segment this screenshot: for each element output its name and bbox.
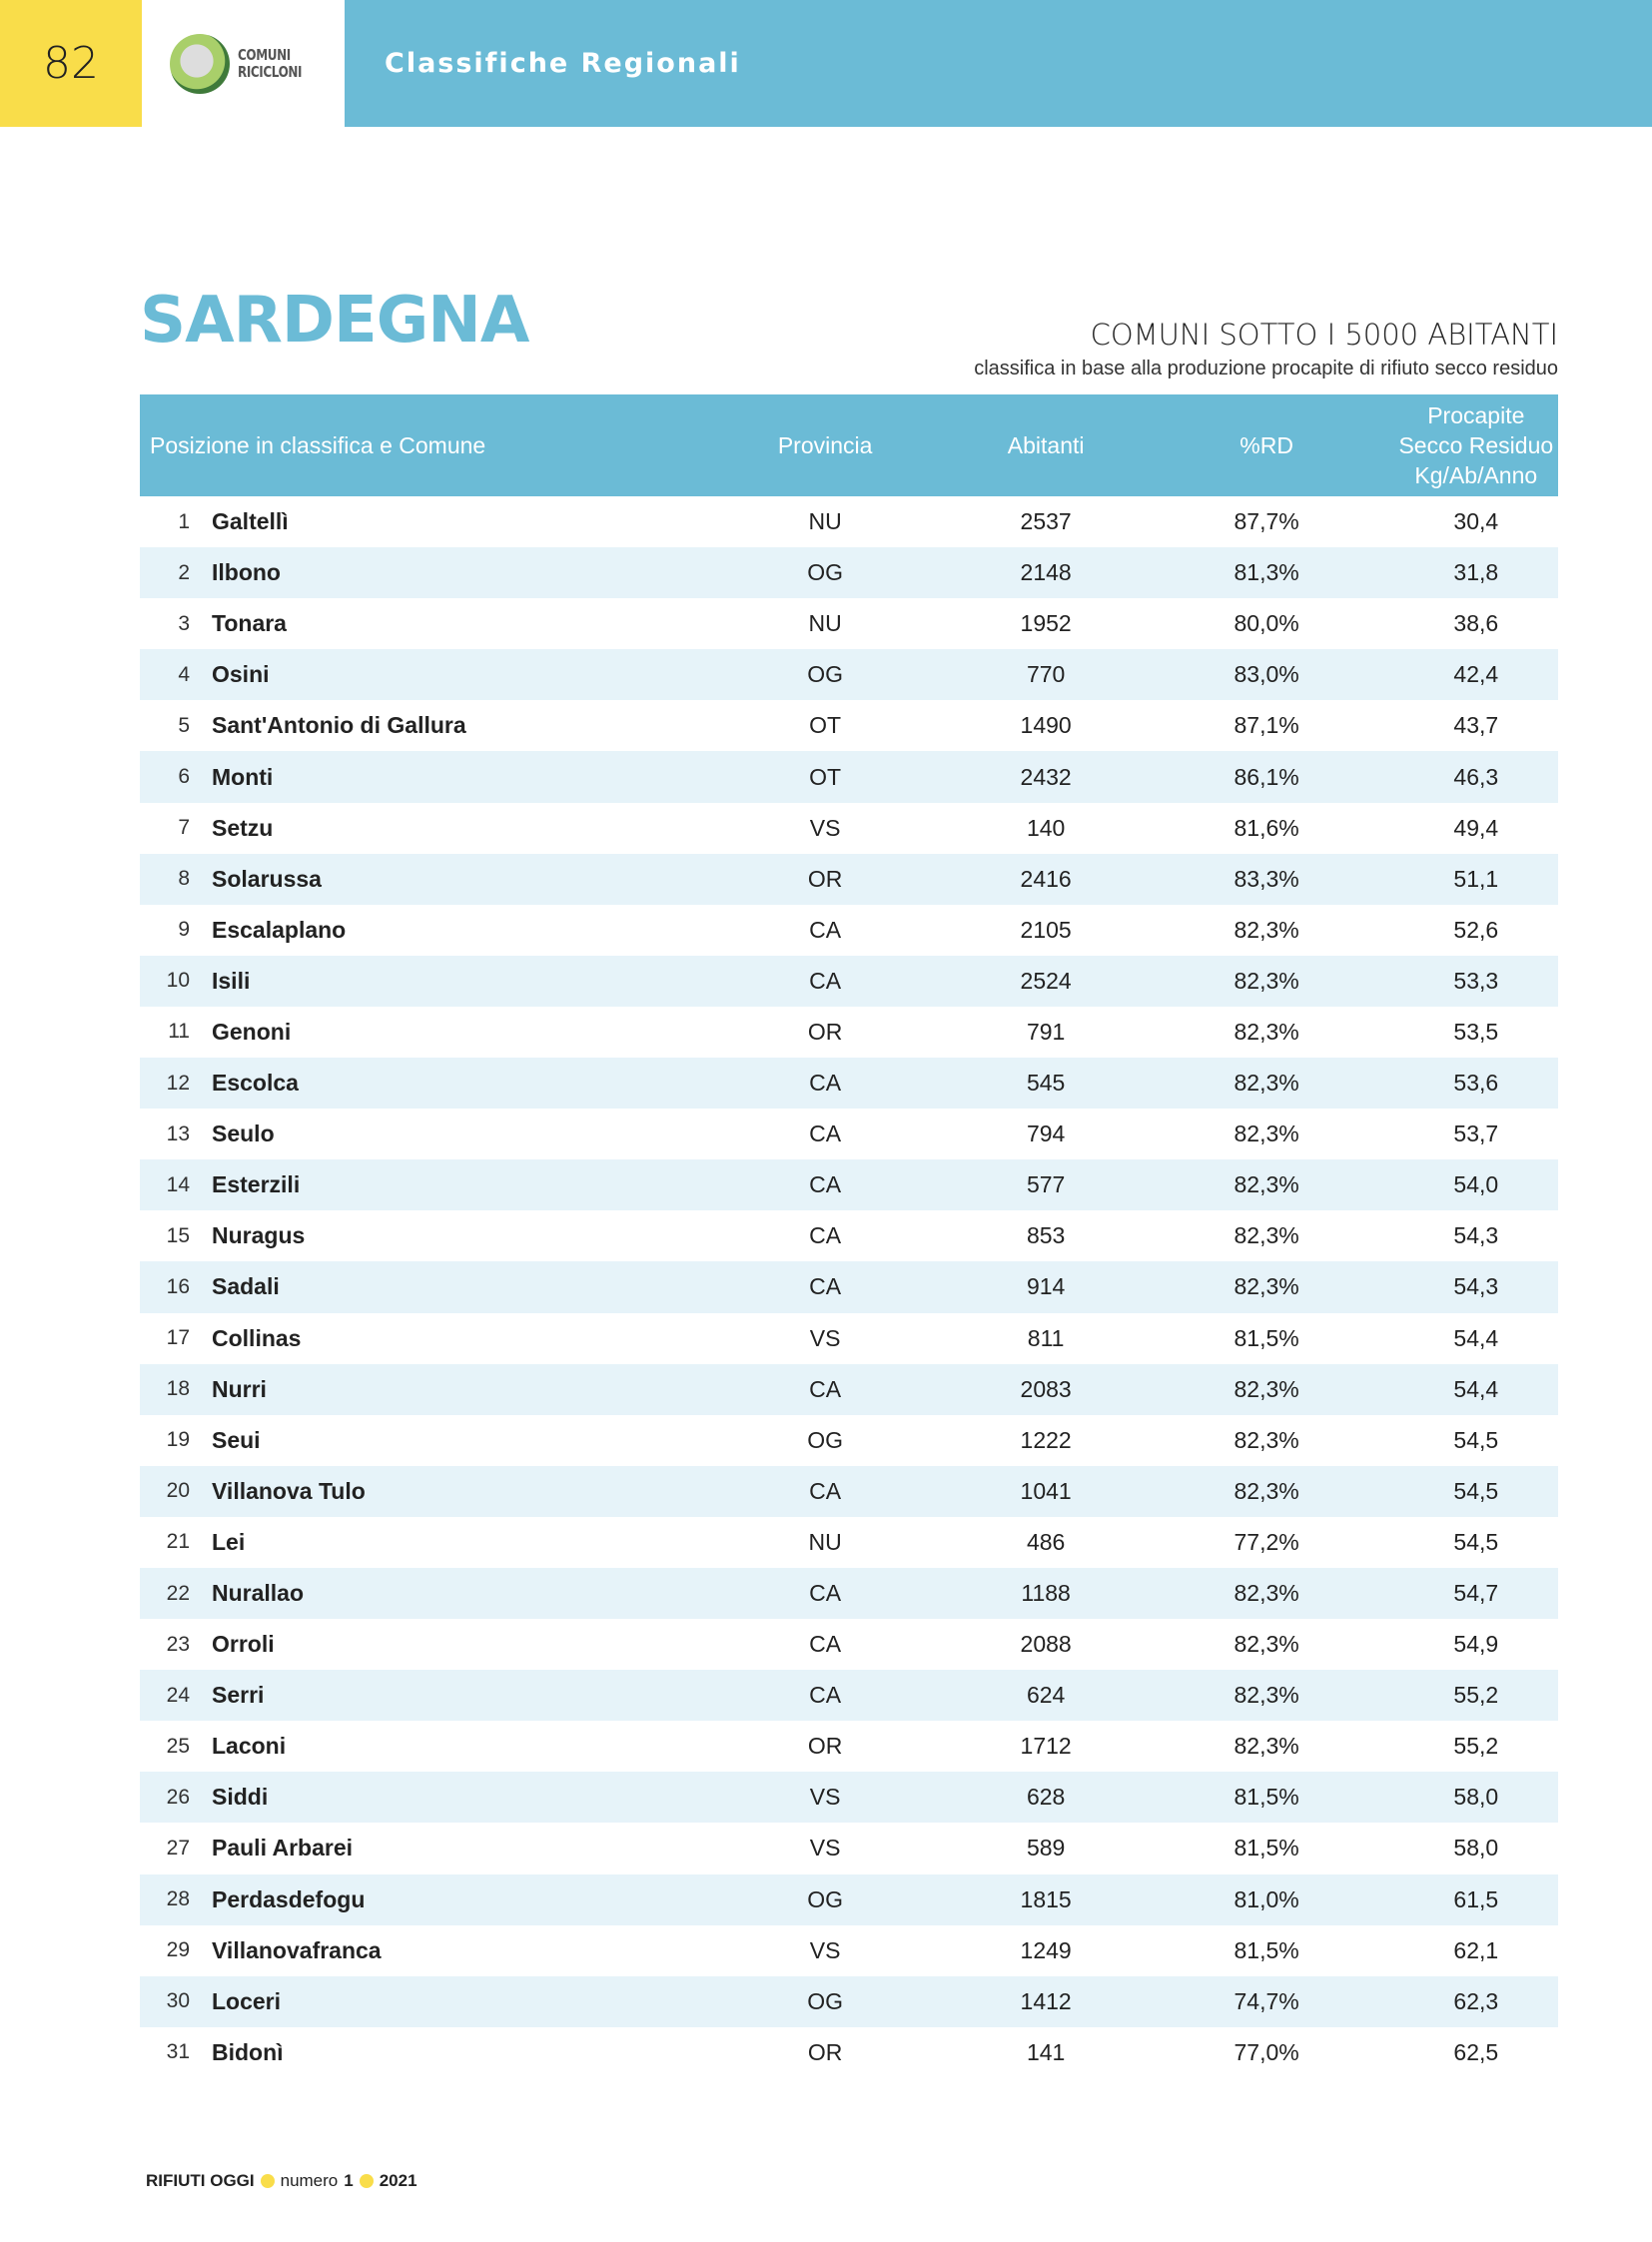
cell-rd-percent: 82,3% (1140, 1568, 1394, 1619)
cell-abitanti: 791 (1026, 1018, 1066, 1045)
cell-procapite: 54,5 (1453, 1528, 1499, 1555)
cell-comune: Seui (212, 1426, 261, 1453)
cell-provincia: OG (698, 1976, 953, 2027)
cell-rank: 21 (166, 1530, 190, 1554)
cell-abitanti: 545 (953, 1058, 1140, 1109)
table-row (140, 649, 1558, 700)
cell-rd-percent: 81,5% (1234, 1324, 1299, 1351)
table-row (140, 1823, 1558, 1873)
cell-procapite: 54,5 (1394, 1466, 1558, 1517)
table-row (140, 1159, 1558, 1210)
cell-rank: 7 (178, 816, 190, 840)
cell-abitanti: 770 (953, 649, 1140, 700)
dot-icon (261, 2174, 275, 2188)
table-header (140, 394, 1558, 496)
issue-year: 2021 (379, 2171, 417, 2190)
cell-rd-percent: 80,0% (1234, 610, 1299, 637)
logo-line1: COMUNI (238, 45, 291, 64)
table-row (140, 1772, 1558, 1823)
cell-provincia: OG (698, 649, 953, 700)
cell-rd-percent: 81,5% (1140, 1772, 1394, 1823)
cell-rank: 10 (140, 956, 212, 1007)
cell-comune: Bidonì (212, 2038, 284, 2065)
cell-abitanti: 140 (1026, 814, 1066, 841)
cell-rank: 25 (166, 1734, 190, 1758)
cell-rd-percent: 82,3% (1140, 956, 1394, 1007)
col-comune: Posizione in classifica e Comune (140, 394, 698, 496)
cell-procapite: 30,4 (1453, 508, 1499, 535)
col-rd: %RD (1140, 394, 1394, 496)
cell-rank: 28 (140, 1874, 212, 1925)
cell-procapite: 46,3 (1394, 751, 1558, 802)
cell-abitanti: 577 (953, 1159, 1140, 1210)
cell-provincia: CA (809, 916, 842, 943)
cell-rank: 3 (178, 611, 190, 635)
table-subnote: classifica in base alla produzione procapite di rifiuto secco residuo (974, 358, 1558, 379)
cell-procapite: 54,5 (1453, 1426, 1499, 1453)
cell-procapite: 54,3 (1453, 1222, 1499, 1249)
cell-comune: Osini (212, 649, 698, 700)
cell-procapite: 53,3 (1394, 956, 1558, 1007)
cell-provincia: VS (809, 814, 841, 841)
dot-icon (360, 2174, 374, 2188)
cell-rd-percent: 87,7% (1234, 508, 1299, 535)
cell-comune: Escalaplano (212, 916, 347, 943)
table-row (140, 1007, 1558, 1058)
cell-procapite: 54,0 (1394, 1159, 1558, 1210)
cell-comune: Perdasdefogu (212, 1874, 698, 1925)
col-provincia: Provincia (698, 394, 953, 496)
table-row (140, 956, 1558, 1007)
cell-rank: 8 (140, 854, 212, 905)
cell-comune: Sant'Antonio di Gallura (212, 712, 466, 739)
cell-provincia: NU (808, 610, 842, 637)
cell-provincia: OR (698, 854, 953, 905)
cell-comune: Serri (212, 1670, 698, 1721)
cell-rank: 6 (140, 751, 212, 802)
cell-provincia: NU (808, 508, 842, 535)
cell-procapite: 62,3 (1394, 1976, 1558, 2027)
cell-comune: Pauli Arbarei (212, 1835, 354, 1862)
cell-rank: 17 (166, 1326, 190, 1350)
cell-rd-percent: 82,3% (1140, 1261, 1394, 1312)
cell-provincia: OR (807, 1733, 843, 1760)
cell-procapite: 43,7 (1453, 712, 1499, 739)
cell-rd-percent: 77,2% (1234, 1528, 1299, 1555)
cell-rank: 11 (168, 1020, 190, 1044)
issue-label: numero (280, 2171, 339, 2190)
table-row (140, 1466, 1558, 1517)
cell-procapite: 52,6 (1453, 916, 1499, 943)
table-row (140, 854, 1558, 905)
cell-comune: Siddi (212, 1772, 698, 1823)
cell-provincia: CA (809, 1121, 842, 1147)
cell-procapite: 54,3 (1394, 1261, 1558, 1312)
cell-procapite: 53,5 (1453, 1018, 1499, 1045)
cell-rank: 29 (166, 1938, 190, 1962)
region-title: SARDEGNA (140, 284, 529, 358)
cell-rd-percent: 82,3% (1140, 1670, 1394, 1721)
cell-provincia: CA (698, 1261, 953, 1312)
cell-rd-percent: 87,1% (1234, 712, 1299, 739)
logo (142, 0, 345, 127)
cell-procapite: 31,8 (1394, 547, 1558, 598)
table-row (140, 496, 1558, 547)
page-number: 82 (0, 0, 142, 127)
cell-provincia: CA (698, 1670, 953, 1721)
table-row (140, 1364, 1558, 1415)
cell-procapite: 42,4 (1394, 649, 1558, 700)
cell-procapite: 53,6 (1394, 1058, 1558, 1109)
cell-rd-percent: 81,6% (1234, 814, 1299, 841)
cell-comune: Nurri (212, 1364, 698, 1415)
cell-comune: Seulo (212, 1121, 275, 1147)
cell-provincia: CA (809, 1631, 842, 1658)
cell-abitanti: 2088 (1020, 1631, 1072, 1658)
cell-comune: Ilbono (212, 547, 698, 598)
cell-provincia: VS (698, 1772, 953, 1823)
cell-rank: 19 (166, 1428, 190, 1452)
cell-abitanti: 1712 (1020, 1733, 1072, 1760)
cell-rank: 18 (140, 1364, 212, 1415)
table-row (140, 547, 1558, 598)
cell-comune: Galtellì (212, 508, 289, 535)
cell-abitanti: 2416 (953, 854, 1140, 905)
recycle-globe-icon (170, 34, 230, 94)
cell-procapite: 49,4 (1453, 814, 1499, 841)
cell-rank: 30 (140, 1976, 212, 2027)
cell-comune: Nuragus (212, 1222, 306, 1249)
cell-provincia: VS (809, 1936, 841, 1963)
cell-abitanti: 589 (1026, 1835, 1066, 1862)
cell-rank: 16 (140, 1261, 212, 1312)
table-row (140, 1874, 1558, 1925)
table-row (140, 803, 1558, 854)
cell-procapite: 58,0 (1453, 1835, 1499, 1862)
col-procapite-line3: Kg/Ab/Anno (1414, 462, 1538, 488)
cell-rd-percent: 82,3% (1234, 1733, 1299, 1760)
cell-abitanti: 2148 (953, 547, 1140, 598)
logo-line2: RICICLONI (238, 62, 303, 81)
table-row (140, 2027, 1558, 2078)
cell-provincia: CA (698, 1466, 953, 1517)
cell-comune: Esterzili (212, 1159, 698, 1210)
cell-comune: Solarussa (212, 854, 698, 905)
cell-rd-percent: 82,3% (1140, 1058, 1394, 1109)
cell-abitanti: 141 (1026, 2038, 1066, 2065)
cell-rd-percent: 82,3% (1140, 1159, 1394, 1210)
cell-rank: 4 (140, 649, 212, 700)
cell-comune: Villanova Tulo (212, 1466, 698, 1517)
cell-procapite: 54,9 (1453, 1631, 1499, 1658)
table-row (140, 598, 1558, 649)
cell-rd-percent: 81,5% (1234, 1835, 1299, 1862)
cell-abitanti: 1815 (953, 1874, 1140, 1925)
cell-comune: Laconi (212, 1733, 287, 1760)
cell-abitanti: 1952 (1020, 610, 1072, 637)
cell-rank: 27 (166, 1836, 190, 1860)
cell-comune: Villanovafranca (212, 1936, 382, 1963)
cell-rd-percent: 81,0% (1140, 1874, 1394, 1925)
cell-comune: Setzu (212, 814, 274, 841)
cell-comune: Loceri (212, 1976, 698, 2027)
cell-rd-percent: 82,3% (1140, 1364, 1394, 1415)
cell-rd-percent: 82,3% (1234, 1018, 1299, 1045)
cell-abitanti: 628 (953, 1772, 1140, 1823)
cell-provincia: VS (809, 1324, 841, 1351)
cell-rd-percent: 82,3% (1234, 916, 1299, 943)
cell-provincia: CA (698, 956, 953, 1007)
cell-rank: 24 (140, 1670, 212, 1721)
table-row (140, 1313, 1558, 1364)
cell-rank: 20 (140, 1466, 212, 1517)
publication-name: RIFIUTI OGGI (146, 2171, 255, 2190)
cell-procapite: 51,1 (1394, 854, 1558, 905)
table-row (140, 1721, 1558, 1772)
col-procapite-line2: Secco Residuo (1398, 432, 1554, 458)
cell-procapite: 58,0 (1394, 1772, 1558, 1823)
cell-abitanti: 2083 (953, 1364, 1140, 1415)
cell-rd-percent: 86,1% (1140, 751, 1394, 802)
cell-abitanti: 1041 (953, 1466, 1140, 1517)
cell-abitanti: 2105 (1020, 916, 1072, 943)
table-row (140, 1925, 1558, 1976)
top-bar (0, 0, 1652, 127)
table-row (140, 1058, 1558, 1109)
cell-provincia: OR (807, 2038, 843, 2065)
cell-rd-percent: 83,3% (1140, 854, 1394, 905)
cell-rd-percent: 82,3% (1140, 1466, 1394, 1517)
cell-provincia: CA (698, 1058, 953, 1109)
cell-provincia: OR (807, 1018, 843, 1045)
cell-comune: Collinas (212, 1324, 302, 1351)
cell-abitanti: 2432 (953, 751, 1140, 802)
issue-number: 1 (344, 2171, 354, 2190)
cell-abitanti: 1490 (1020, 712, 1072, 739)
cell-abitanti: 914 (953, 1261, 1140, 1312)
col-procapite-line1: Procapite (1427, 402, 1525, 428)
cell-comune: Monti (212, 751, 698, 802)
cell-provincia: NU (808, 1528, 842, 1555)
cell-rank: 14 (140, 1159, 212, 1210)
cell-abitanti: 2524 (953, 956, 1140, 1007)
table-row (140, 1670, 1558, 1721)
table-row (140, 1415, 1558, 1466)
cell-abitanti: 794 (1026, 1121, 1066, 1147)
cell-provincia: OG (698, 1874, 953, 1925)
cell-provincia: OT (698, 751, 953, 802)
cell-comune: Escolca (212, 1058, 698, 1109)
cell-procapite: 54,4 (1394, 1364, 1558, 1415)
cell-procapite: 61,5 (1394, 1874, 1558, 1925)
cell-provincia: CA (698, 1159, 953, 1210)
cell-rd-percent: 82,3% (1234, 1222, 1299, 1249)
table-row (140, 751, 1558, 802)
cell-abitanti: 853 (1026, 1222, 1066, 1249)
cell-comune: Sadali (212, 1261, 698, 1312)
table-row (140, 1517, 1558, 1568)
cell-provincia: OG (807, 1426, 844, 1453)
section-title: Classifiche Regionali (345, 0, 1652, 127)
cell-procapite: 54,4 (1453, 1324, 1499, 1351)
cell-rd-percent: 82,3% (1234, 1121, 1299, 1147)
cell-rd-percent: 74,7% (1140, 1976, 1394, 2027)
cell-procapite: 62,5 (1453, 2038, 1499, 2065)
table-subtitle: COMUNI SOTTO I 5000 ABITANTI (1090, 318, 1558, 352)
cell-rank: 1 (178, 509, 190, 533)
table-row (140, 700, 1558, 751)
cell-provincia: CA (809, 1222, 842, 1249)
cell-abitanti: 486 (1026, 1528, 1066, 1555)
cell-procapite: 55,2 (1453, 1733, 1499, 1760)
table-row (140, 1976, 1558, 2027)
cell-comune: Isili (212, 956, 698, 1007)
footer (146, 2171, 417, 2191)
cell-rank: 23 (166, 1632, 190, 1656)
table-row (140, 1568, 1558, 1619)
table-row (140, 1210, 1558, 1261)
table-row (140, 1619, 1558, 1670)
cell-provincia: VS (809, 1835, 841, 1862)
table-row (140, 905, 1558, 956)
cell-provincia: OG (698, 547, 953, 598)
ranking-table (140, 394, 1558, 2078)
cell-comune: Nurallao (212, 1568, 698, 1619)
cell-comune: Orroli (212, 1631, 275, 1658)
cell-abitanti: 624 (953, 1670, 1140, 1721)
cell-rank: 26 (140, 1772, 212, 1823)
cell-provincia: CA (698, 1364, 953, 1415)
cell-procapite: 54,7 (1394, 1568, 1558, 1619)
cell-abitanti: 1222 (1020, 1426, 1072, 1453)
cell-comune: Genoni (212, 1018, 292, 1045)
table-row (140, 1261, 1558, 1312)
cell-comune: Lei (212, 1528, 246, 1555)
cell-comune: Tonara (212, 610, 287, 637)
cell-abitanti: 1412 (953, 1976, 1140, 2027)
cell-rank: 12 (140, 1058, 212, 1109)
cell-rank: 2 (140, 547, 212, 598)
cell-rd-percent: 81,5% (1234, 1936, 1299, 1963)
cell-rank: 22 (140, 1568, 212, 1619)
cell-abitanti: 1249 (1020, 1936, 1072, 1963)
cell-rd-percent: 77,0% (1234, 2038, 1299, 2065)
cell-rd-percent: 83,0% (1140, 649, 1394, 700)
cell-procapite: 62,1 (1453, 1936, 1499, 1963)
cell-provincia: OT (809, 712, 842, 739)
cell-provincia: CA (698, 1568, 953, 1619)
cell-abitanti: 2537 (1020, 508, 1072, 535)
cell-rank: 5 (178, 713, 190, 737)
cell-rd-percent: 82,3% (1234, 1426, 1299, 1453)
cell-procapite: 53,7 (1453, 1121, 1499, 1147)
cell-rank: 31 (166, 2040, 190, 2064)
cell-abitanti: 811 (1027, 1324, 1065, 1351)
cell-rd-percent: 81,3% (1140, 547, 1394, 598)
cell-rank: 15 (166, 1223, 190, 1247)
cell-procapite: 38,6 (1453, 610, 1499, 637)
cell-rank: 9 (178, 918, 190, 942)
cell-rd-percent: 82,3% (1234, 1631, 1299, 1658)
cell-rank: 13 (166, 1121, 190, 1145)
cell-procapite: 55,2 (1394, 1670, 1558, 1721)
table-row (140, 1109, 1558, 1159)
col-abitanti: Abitanti (953, 394, 1140, 496)
col-procapite (1394, 394, 1558, 496)
cell-abitanti: 1188 (953, 1568, 1140, 1619)
